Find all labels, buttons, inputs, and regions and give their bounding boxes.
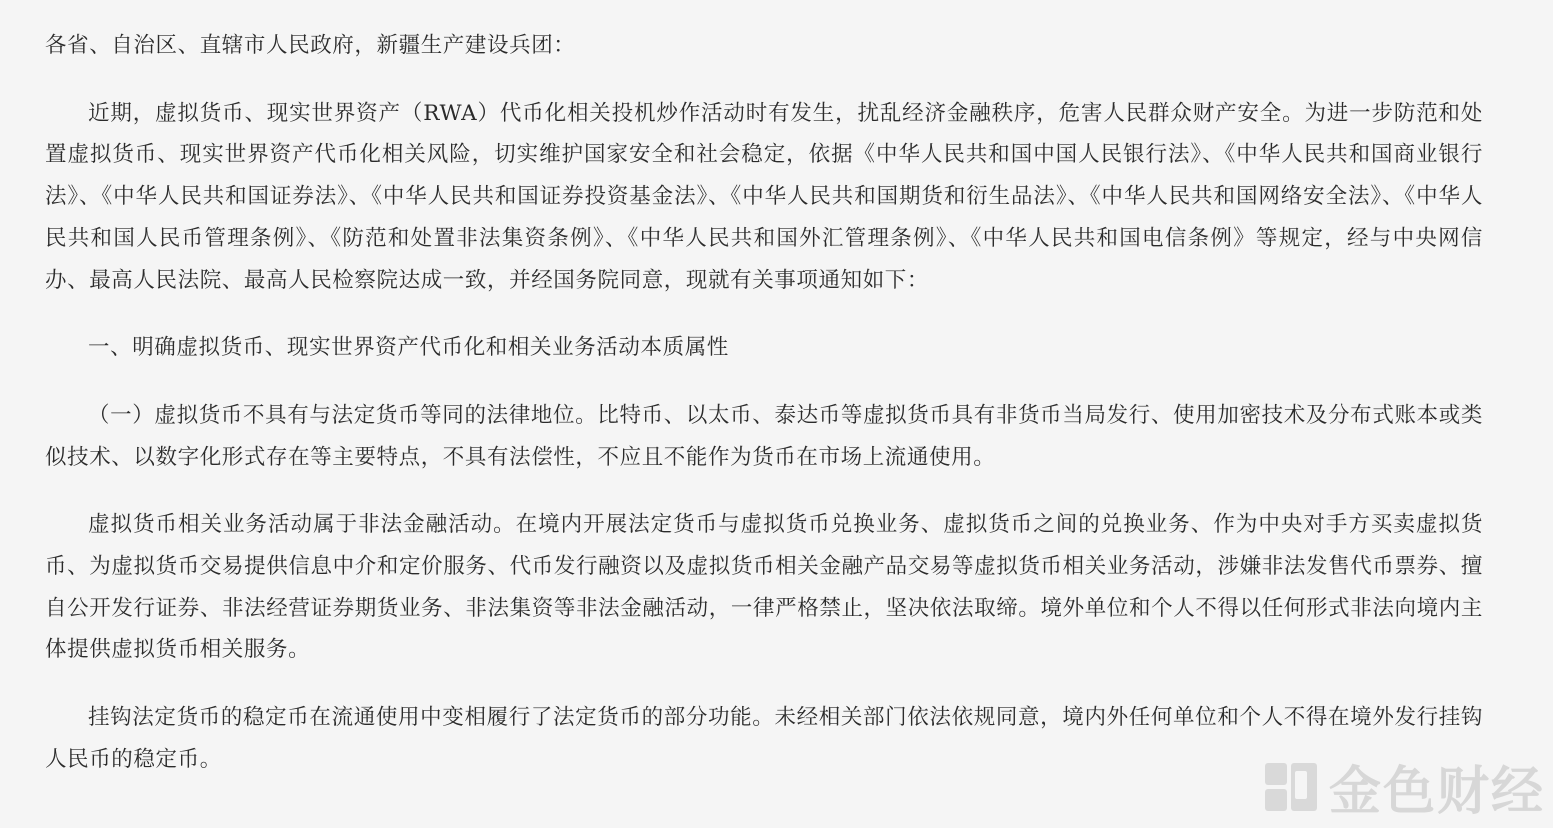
paragraph-stablecoin: 挂钩法定货币的稳定币在流通使用中变相履行了法定货币的部分功能。未经相关部门依法依规同意，境内外任何单位和个人不得在境外发行挂钩人民币的稳定币。 [45, 705, 1483, 772]
watermark [1261, 749, 1545, 824]
document-body [45, 25, 1483, 807]
section-heading: 一、明确虚拟货币、现实世界资产代币化和相关业务活动本质属性 [88, 335, 729, 361]
paragraph-intro: 近期，虚拟货币、现实世界资产（RWA）代币化相关投机炒作活动时有发生，扰乱经济金融秩序，危害人民群众财产安全。为进一步防范和处置虚拟货币、现实世界资产代币化相关风险，切实维护国家安全和社会稳定，依据《中华人民共和国中国人民银行法》、《中华人民共和国商业银行法》、《中华人民共和国证券法》、《中华人民共和国证券投资基金法》、《中华人民共和国期货和衍生品法》、《中华人民共和国网络安全法》、《中华人民共和国人民币管理条例》、《防范和处置非法集资条例》、《中华人民共和国外汇管理条例》、《中华人民共和国电信条例》等规定，经与中央网信办、最高人民法院、最高人民检察院达成一致，并经国务院同意，现就有关事项通知如下： [45, 100, 1483, 293]
salutation: 各省、自治区、直辖市人民政府，新疆生产建设兵团： [45, 33, 576, 58]
paragraph-item-1: （一）虚拟货币不具有与法定货币等同的法律地位。比特币、以太币、泰达币等虚拟货币具有非货币当局发行、使用加密技术及分布式账本或类似技术、以数字化形式存在等主要特点，不具有法偿性，不应且不能作为货币在市场上流通使用。 [45, 402, 1483, 470]
jinse-logo-icon [1261, 757, 1321, 817]
watermark-text: 金色财经 [1328, 762, 1545, 822]
paragraph-virtual-currency-activities: 虚拟货币相关业务活动属于非法金融活动。在境内开展法定货币与虚拟货币兑换业务、虚拟货币之间的兑换业务、作为中央对手方买卖虚拟货币、为虚拟货币交易提供信息中介和定价服务、代币发行融资以及虚拟货币相关金融产品交易等虚拟货币相关业务活动，涉嫌非法发售代币票券、擅自公开发行证券、非法经营证券期货业务、非法集资等非法金融活动，一律严格禁止，坚决依法取缔。境外单位和个人不得以任何形式非法向境内主体提供虚拟货币相关服务。 [45, 512, 1483, 663]
